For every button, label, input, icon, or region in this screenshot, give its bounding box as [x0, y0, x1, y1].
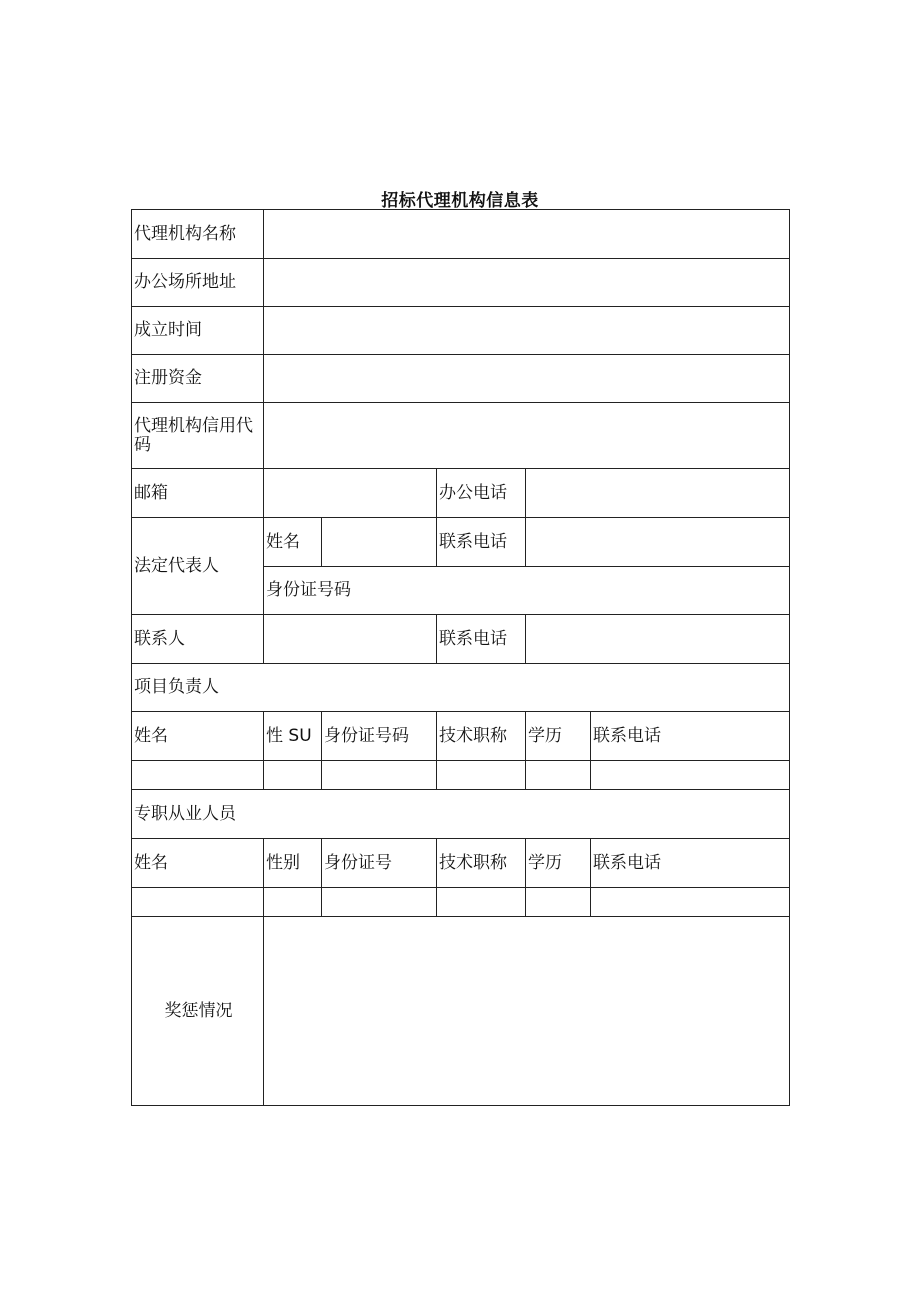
row-project-lead-columns [132, 712, 790, 761]
label-office-address: 办公场所地址 [132, 259, 264, 307]
column-header-name: 姓名 [132, 839, 264, 888]
field-contact-phone[interactable] [526, 615, 790, 664]
cell-project-lead-title[interactable] [437, 761, 526, 790]
cell-staff-name[interactable] [132, 888, 264, 917]
field-agency-name[interactable] [264, 210, 790, 259]
column-header-id-number: 身份证号码 [322, 712, 437, 761]
column-header-gender: 性别 [264, 839, 322, 888]
field-email[interactable] [264, 469, 437, 518]
label-established: 成立时间 [132, 307, 264, 355]
field-awards[interactable] [264, 917, 790, 1106]
label-office-phone: 办公电话 [437, 469, 526, 518]
field-legal-rep-phone[interactable] [526, 518, 790, 567]
row-project-lead-heading [132, 664, 790, 712]
label-legal-rep: 法定代表人 [132, 518, 264, 615]
cell-staff-gender[interactable] [264, 888, 322, 917]
label-contact-phone: 联系电话 [437, 615, 526, 664]
column-header-education: 学历 [526, 712, 591, 761]
field-office-address[interactable] [264, 259, 790, 307]
row-awards [132, 917, 790, 1106]
column-header-title: 技术职称 [437, 712, 526, 761]
section-heading-project-lead: 项目负责人 [132, 664, 790, 712]
label-contact-person: 联系人 [132, 615, 264, 664]
column-header-id-number: 身份证号 [322, 839, 437, 888]
field-established[interactable] [264, 307, 790, 355]
cell-project-lead-education[interactable] [526, 761, 591, 790]
row-email [132, 469, 790, 518]
row-staff-heading [132, 790, 790, 839]
row-staff-entry [132, 888, 790, 917]
field-registered-capital[interactable] [264, 355, 790, 403]
field-contact-person[interactable] [264, 615, 437, 664]
agency-info-table [131, 209, 790, 1106]
label-legal-rep-id: 身份证号码 [264, 567, 790, 615]
row-established [132, 307, 790, 355]
cell-project-lead-id-number[interactable] [322, 761, 437, 790]
section-heading-staff: 专职从业人员 [132, 790, 790, 839]
label-email: 邮箱 [132, 469, 264, 518]
row-staff-columns [132, 839, 790, 888]
row-agency-name [132, 210, 790, 259]
label-registered-capital: 注册资金 [132, 355, 264, 403]
row-project-lead-entry [132, 761, 790, 790]
label-awards: 奖惩情况 [132, 917, 264, 1106]
document-title: 招标代理机构信息表 [381, 191, 539, 211]
cell-staff-phone[interactable] [591, 888, 790, 917]
label-agency-name: 代理机构名称 [132, 210, 264, 259]
column-header-education: 学历 [526, 839, 591, 888]
row-office-address [132, 259, 790, 307]
field-credit-code[interactable] [264, 403, 790, 469]
row-legal-rep-name [132, 518, 790, 567]
cell-project-lead-gender[interactable] [264, 761, 322, 790]
column-header-phone: 联系电话 [591, 712, 790, 761]
cell-staff-id-number[interactable] [322, 888, 437, 917]
row-contact-person [132, 615, 790, 664]
label-legal-rep-name: 姓名 [264, 518, 322, 567]
cell-staff-title[interactable] [437, 888, 526, 917]
column-header-name: 姓名 [132, 712, 264, 761]
column-header-gender: 性 SU [264, 712, 322, 761]
cell-project-lead-name[interactable] [132, 761, 264, 790]
cell-project-lead-phone[interactable] [591, 761, 790, 790]
column-header-title: 技术职称 [437, 839, 526, 888]
field-legal-rep-name[interactable] [322, 518, 437, 567]
row-registered-capital [132, 355, 790, 403]
label-credit-code: 代理机构信用代码 [132, 403, 264, 469]
cell-staff-education[interactable] [526, 888, 591, 917]
row-credit-code [132, 403, 790, 469]
label-legal-rep-phone: 联系电话 [437, 518, 526, 567]
column-header-phone: 联系电话 [591, 839, 790, 888]
field-office-phone[interactable] [526, 469, 790, 518]
